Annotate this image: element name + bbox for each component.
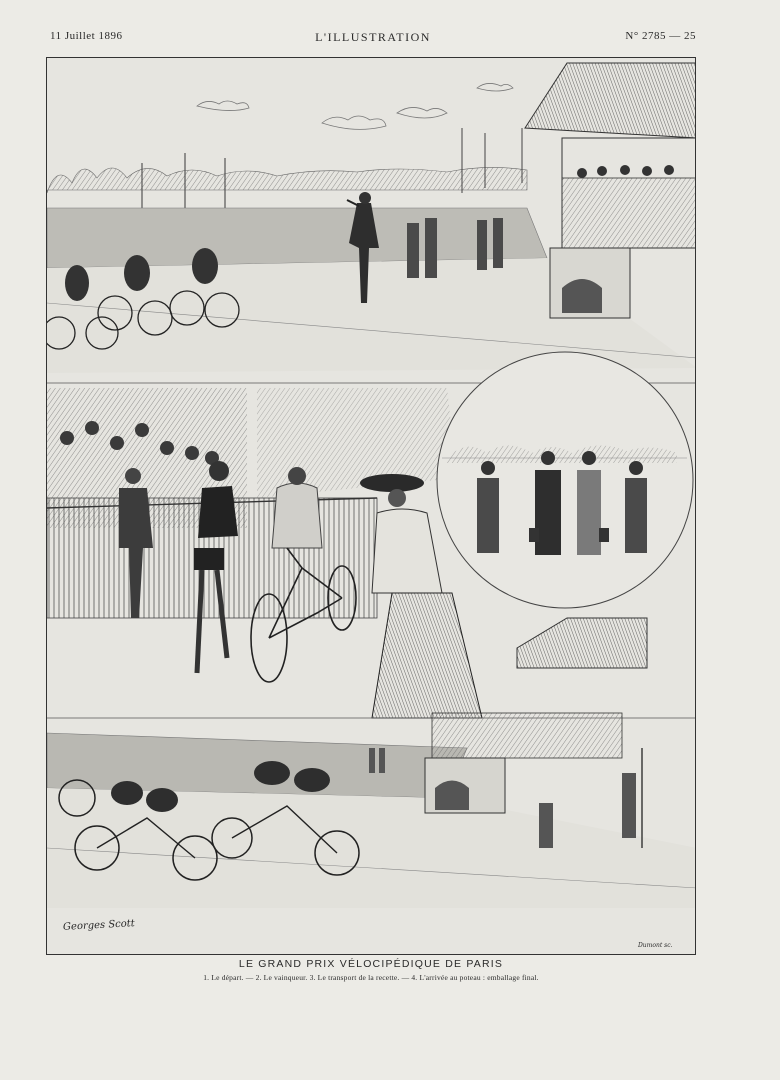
header-date: 11 Juillet 1896 bbox=[50, 30, 123, 42]
engraving-illustration bbox=[47, 58, 696, 955]
page-header bbox=[50, 30, 696, 50]
caption-subtitle: 1. Le départ. — 2. Le vainqueur. 3. Le transport de la recette. — 4. L'arrivée au poteau : emballage final. bbox=[203, 973, 539, 982]
illustration-plate bbox=[46, 57, 696, 955]
header-title: L'ILLUSTRATION bbox=[315, 30, 431, 44]
header-page-number: N° 2785 — 25 bbox=[625, 30, 696, 42]
artist-signature: Georges Scott bbox=[62, 918, 136, 933]
scene-arrivee bbox=[47, 618, 696, 908]
scene-depart bbox=[47, 63, 696, 373]
engraver-signature: Dumont sc. bbox=[638, 942, 673, 949]
caption-title: LE GRAND PRIX VÉLOCIPÉDIQUE DE PARIS bbox=[238, 958, 504, 970]
